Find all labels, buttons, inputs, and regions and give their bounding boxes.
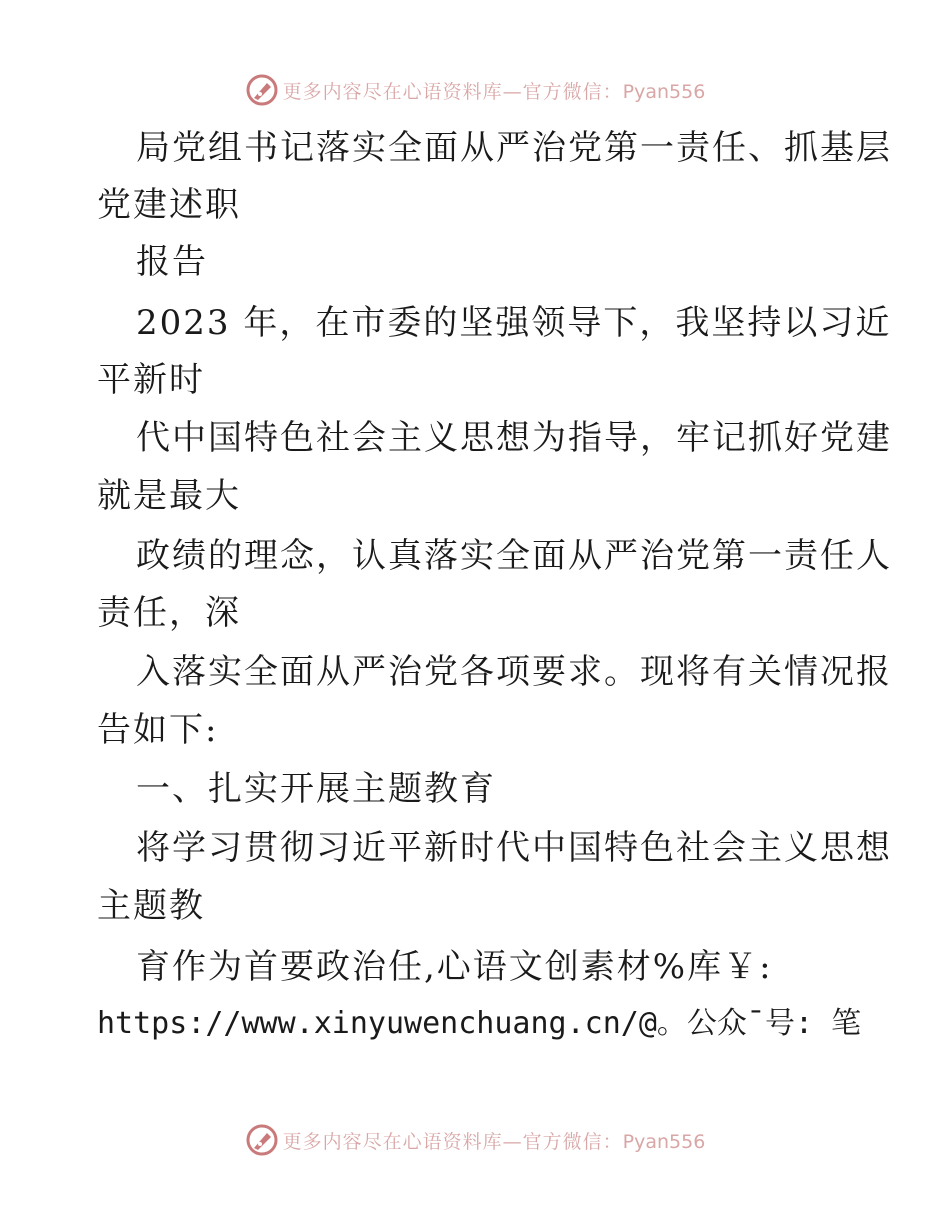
- text-line: 将学习贯彻习近平新时代中国特色社会主义思想: [136, 828, 892, 868]
- text-line: 主题教: [97, 886, 205, 926]
- text-line: 政绩的理念，认真落实全面从严治党第一责任人: [136, 536, 892, 576]
- text-line: 党建述职: [97, 185, 241, 225]
- pen-nib-seal-icon: [245, 73, 279, 107]
- text-line: 报告: [136, 242, 208, 282]
- text-line: 代中国特色社会主义思想为指导，牢记抓好党建: [136, 418, 892, 458]
- text-line: 责任，深: [97, 593, 241, 633]
- section-heading: 一、扎实开展主题教育: [136, 769, 496, 809]
- footer-watermark: [0, 1120, 950, 1160]
- pen-nib-seal-icon: [245, 1123, 279, 1157]
- text-line: 局党组书记落实全面从严治党第一责任、抓基层: [136, 128, 892, 168]
- text-line: 育作为首要政治任,心语文创素材%库￥:: [136, 947, 773, 987]
- url-line: https://www.xinyuwenchuang.cn/@。公众¯号: 笔: [97, 1006, 862, 1041]
- text-line: 入落实全面从严治党各项要求。现将有关情况报: [136, 652, 892, 692]
- header-watermark: [0, 70, 950, 110]
- watermark-text: 更多内容尽在心语资料库—官方微信：Pyan556: [282, 1130, 706, 1153]
- text-line: 告如下:: [97, 710, 219, 750]
- text-line: 就是最大: [97, 476, 241, 516]
- text-line: 平新时: [97, 360, 205, 400]
- watermark-text: 更多内容尽在心语资料库—官方微信：Pyan556: [282, 80, 706, 103]
- text-line: 2023 年，在市委的坚强领导下，我坚持以习近: [136, 303, 892, 343]
